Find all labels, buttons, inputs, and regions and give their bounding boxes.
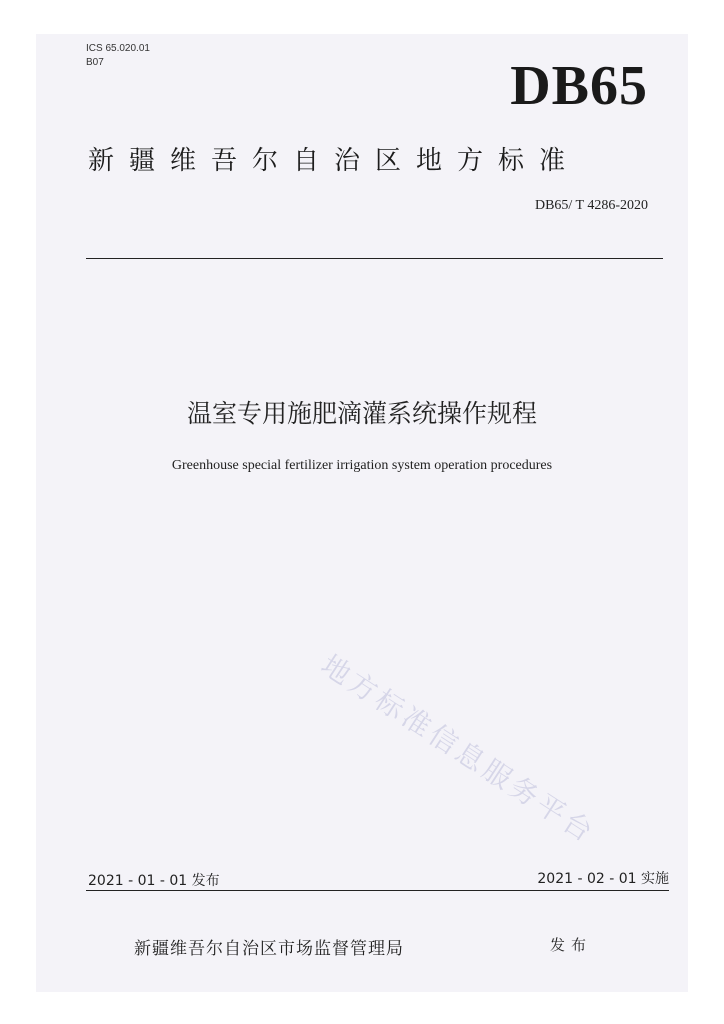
document-page: [36, 34, 688, 992]
issuing-authority: 新疆维吾尔自治区市场监督管理局: [134, 939, 404, 959]
date-row: [86, 868, 669, 891]
classification-codes: [86, 42, 150, 70]
standard-logo: DB65: [510, 55, 648, 117]
class-code: B07: [86, 57, 104, 68]
document-title-english: Greenhouse special fertilizer irrigation system operation procedures: [171, 458, 553, 473]
effective-date: 2021 - 02 - 01 实施: [537, 871, 669, 887]
watermark-text: 地方标准信息服务平台: [315, 648, 602, 851]
ics-code: ICS 65.020.01: [86, 43, 150, 54]
issue-action: 发布: [550, 936, 593, 954]
standard-type-title: 新疆维吾尔自治区地方标准: [88, 146, 581, 176]
document-title-chinese: 温室专用施肥滴灌系统操作规程: [186, 399, 537, 428]
standard-number: DB65/ T 4286-2020: [534, 198, 648, 213]
publish-date: 2021 - 01 - 01 发布: [88, 873, 220, 889]
header-divider: [86, 258, 663, 259]
